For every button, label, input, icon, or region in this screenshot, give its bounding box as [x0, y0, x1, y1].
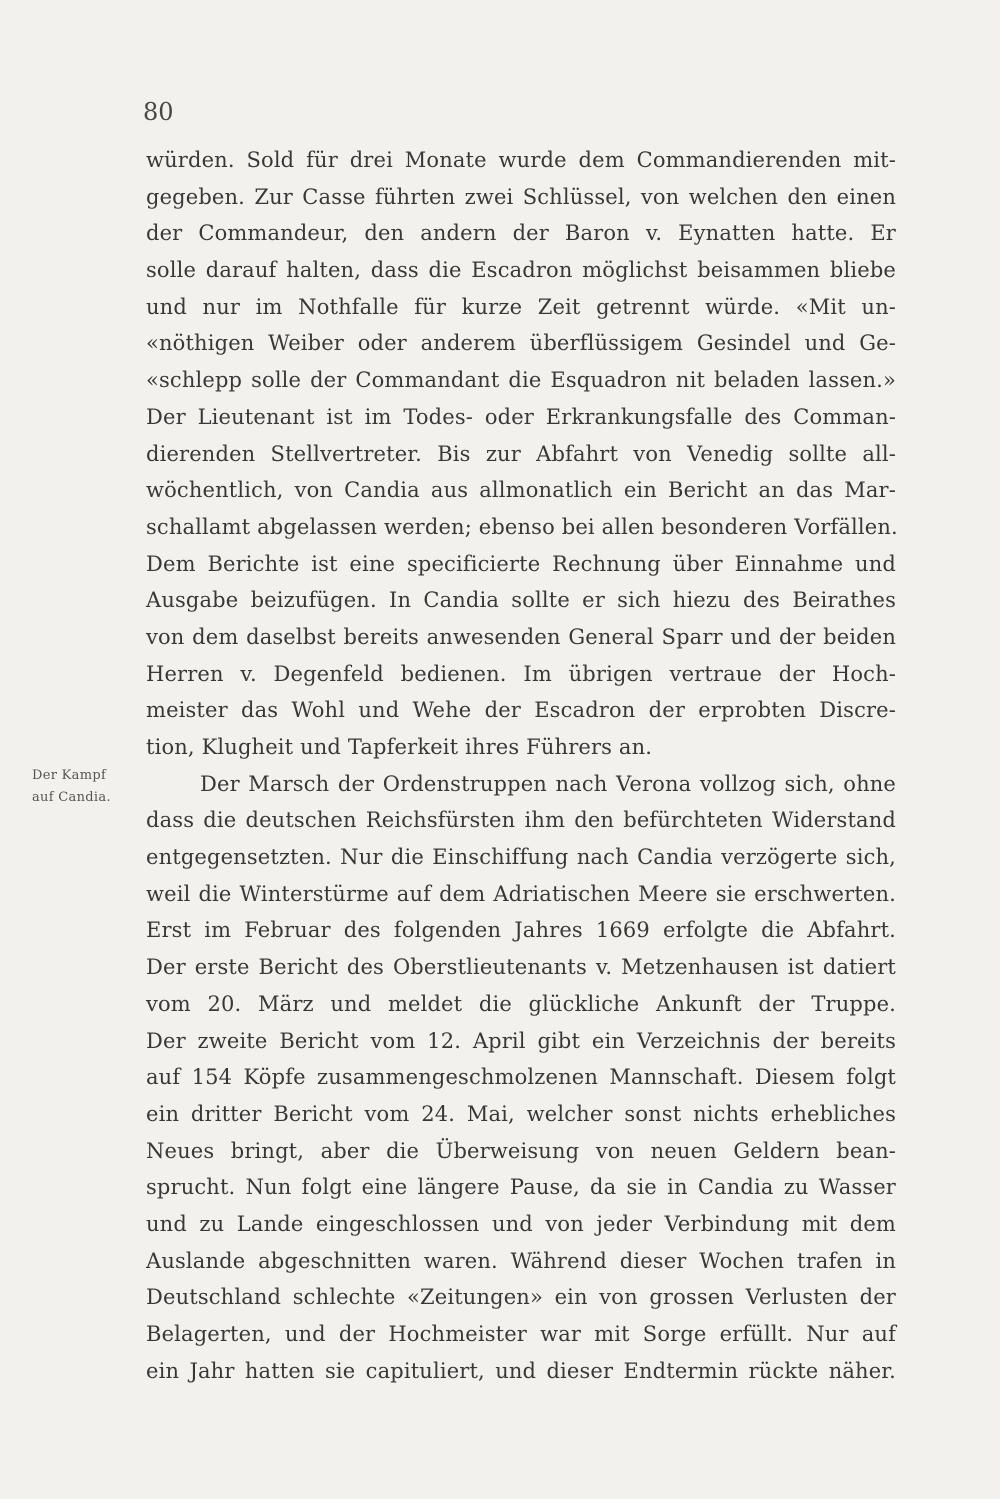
text-line: ein dritter Bericht vom 24. Mai, welcher sonst nichts erhebliches [146, 1101, 896, 1126]
text-line: Dem Berichte ist eine specificierte Rechnung über Einnahme und [146, 551, 896, 576]
text-line: Der erste Bericht des Oberstlieutenants v. Metzenhausen ist datiert [146, 955, 896, 980]
text-line: wöchentlich, von Candia aus allmonatlich ein Bericht an das Mar- [146, 478, 896, 503]
text-line: und zu Lande eingeschlossen und von jeder Verbindung mit dem [146, 1211, 896, 1236]
text-line: würden. Sold für drei Monate wurde dem Commandierenden mit- [146, 148, 896, 172]
marginal-note [32, 765, 132, 809]
text-line: entgegensetzten. Nur die Einschiffung nach Candia verzögerte sich, [146, 845, 896, 870]
text-line: Herren v. Degenfeld bedienen. Im übrigen vertraue der Hoch- [146, 661, 896, 686]
text-line: gegeben. Zur Casse führten zwei Schlüssel, von welchen den einen [146, 184, 896, 209]
text-line: Deutschland schlechte «Zeitungen» ein von grossen Verlusten der [146, 1285, 896, 1310]
text-line: und nur im Nothfalle für kurze Zeit getrennt würde. «Mit un- [146, 294, 896, 319]
text-line: Auslande abgeschnitten waren. Während dieser Wochen trafen in [146, 1248, 896, 1273]
marginal-note-line: auf Candia. [32, 790, 111, 805]
text-line: weil die Winterstürme auf dem Adriatischen Meere sie erschwerten. [146, 881, 896, 906]
paragraph-2 [146, 766, 896, 1390]
text-line: Ausgabe beizufügen. In Candia sollte er sich hiezu des Beirathes [146, 588, 896, 613]
text-line: meister das Wohl und Wehe der Escadron der erprobten Discre- [146, 698, 896, 723]
text-line: ein Jahr hatten sie capituliert, und dieser Endtermin rückte näher. [146, 1358, 896, 1383]
text-line: schallamt abgelassen werden; ebenso bei allen besonderen Vorfällen. [146, 514, 898, 539]
text-line: dass die deutschen Reichsfürsten ihm den befürchteten Widerstand [146, 808, 896, 833]
text-line: Der Marsch der Ordenstruppen nach Verona vollzog sich, ohne [200, 771, 896, 796]
marginal-note-line: Der Kampf [32, 768, 107, 783]
text-line: Erst im Februar des folgenden Jahres 1669 erfolgte die Abfahrt. [146, 918, 896, 943]
text-line: auf 154 Köpfe zusammengeschmolzenen Mannschaft. Diesem folgt [146, 1065, 896, 1090]
paragraph-1 [146, 142, 896, 766]
body-text [146, 142, 896, 1389]
text-line: Neues bringt, aber die Überweisung von neuen Geldern bean- [146, 1138, 896, 1163]
text-line: «schlepp solle der Commandant die Esquadron nit beladen lassen.» [146, 368, 896, 393]
page-number: 80 [143, 98, 174, 126]
text-line: sprucht. Nun folgt eine längere Pause, da sie in Candia zu Wasser [146, 1175, 896, 1200]
text-line: dierenden Stellvertreter. Bis zur Abfahrt von Venedig sollte all- [146, 441, 896, 466]
text-line: tion, Klugheit und Tapferkeit ihres Führers an. [146, 735, 653, 759]
text-line: Der Lieutenant ist im Todes- oder Erkrankungsfalle des Comman- [146, 404, 896, 429]
text-line: Der zweite Bericht vom 12. April gibt ein Verzeichnis der bereits [146, 1028, 896, 1053]
text-line: solle darauf halten, dass die Escadron möglichst beisammen bliebe [146, 258, 896, 283]
text-line: «nöthigen Weiber oder anderem überflüssigem Gesindel und Ge- [146, 331, 896, 356]
text-line: vom 20. März und meldet die glückliche Ankunft der Truppe. [146, 991, 896, 1016]
text-line: der Commandeur, den andern der Baron v. Eynatten hatte. Er [146, 221, 896, 246]
text-line: von dem daselbst bereits anwesenden General Sparr und der beiden [146, 624, 896, 649]
text-line: Belagerten, und der Hochmeister war mit Sorge erfüllt. Nur auf [146, 1322, 896, 1346]
